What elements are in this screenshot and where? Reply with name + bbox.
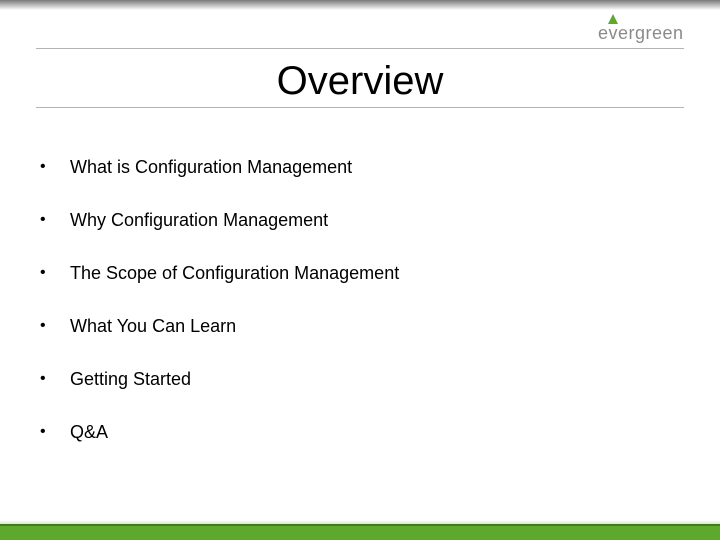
bullet-icon: •: [40, 423, 46, 440]
logo-text: evergreen: [598, 23, 684, 43]
bullet-icon: •: [40, 211, 46, 228]
bullet-text: The Scope of Configuration Management: [70, 263, 400, 283]
bullet-text: What is Configuration Management: [70, 157, 353, 177]
bullet-text: Q&A: [70, 422, 109, 442]
bullet-icon: •: [40, 264, 46, 281]
bullet-text: What You Can Learn: [70, 316, 237, 336]
slide-title: Overview: [276, 59, 444, 103]
bullet-text: Getting Started: [70, 369, 192, 389]
title-bottom-rule: [36, 107, 684, 108]
footer-green-bar: [0, 524, 720, 540]
title-top-rule: [36, 48, 684, 49]
bullet-icon: •: [40, 317, 46, 334]
bullet-icon: •: [40, 370, 46, 387]
top-gradient-band: [0, 0, 720, 10]
bullet-icon: •: [40, 158, 46, 175]
evergreen-logo: [598, 14, 688, 44]
bullet-text: Why Configuration Management: [70, 210, 329, 230]
